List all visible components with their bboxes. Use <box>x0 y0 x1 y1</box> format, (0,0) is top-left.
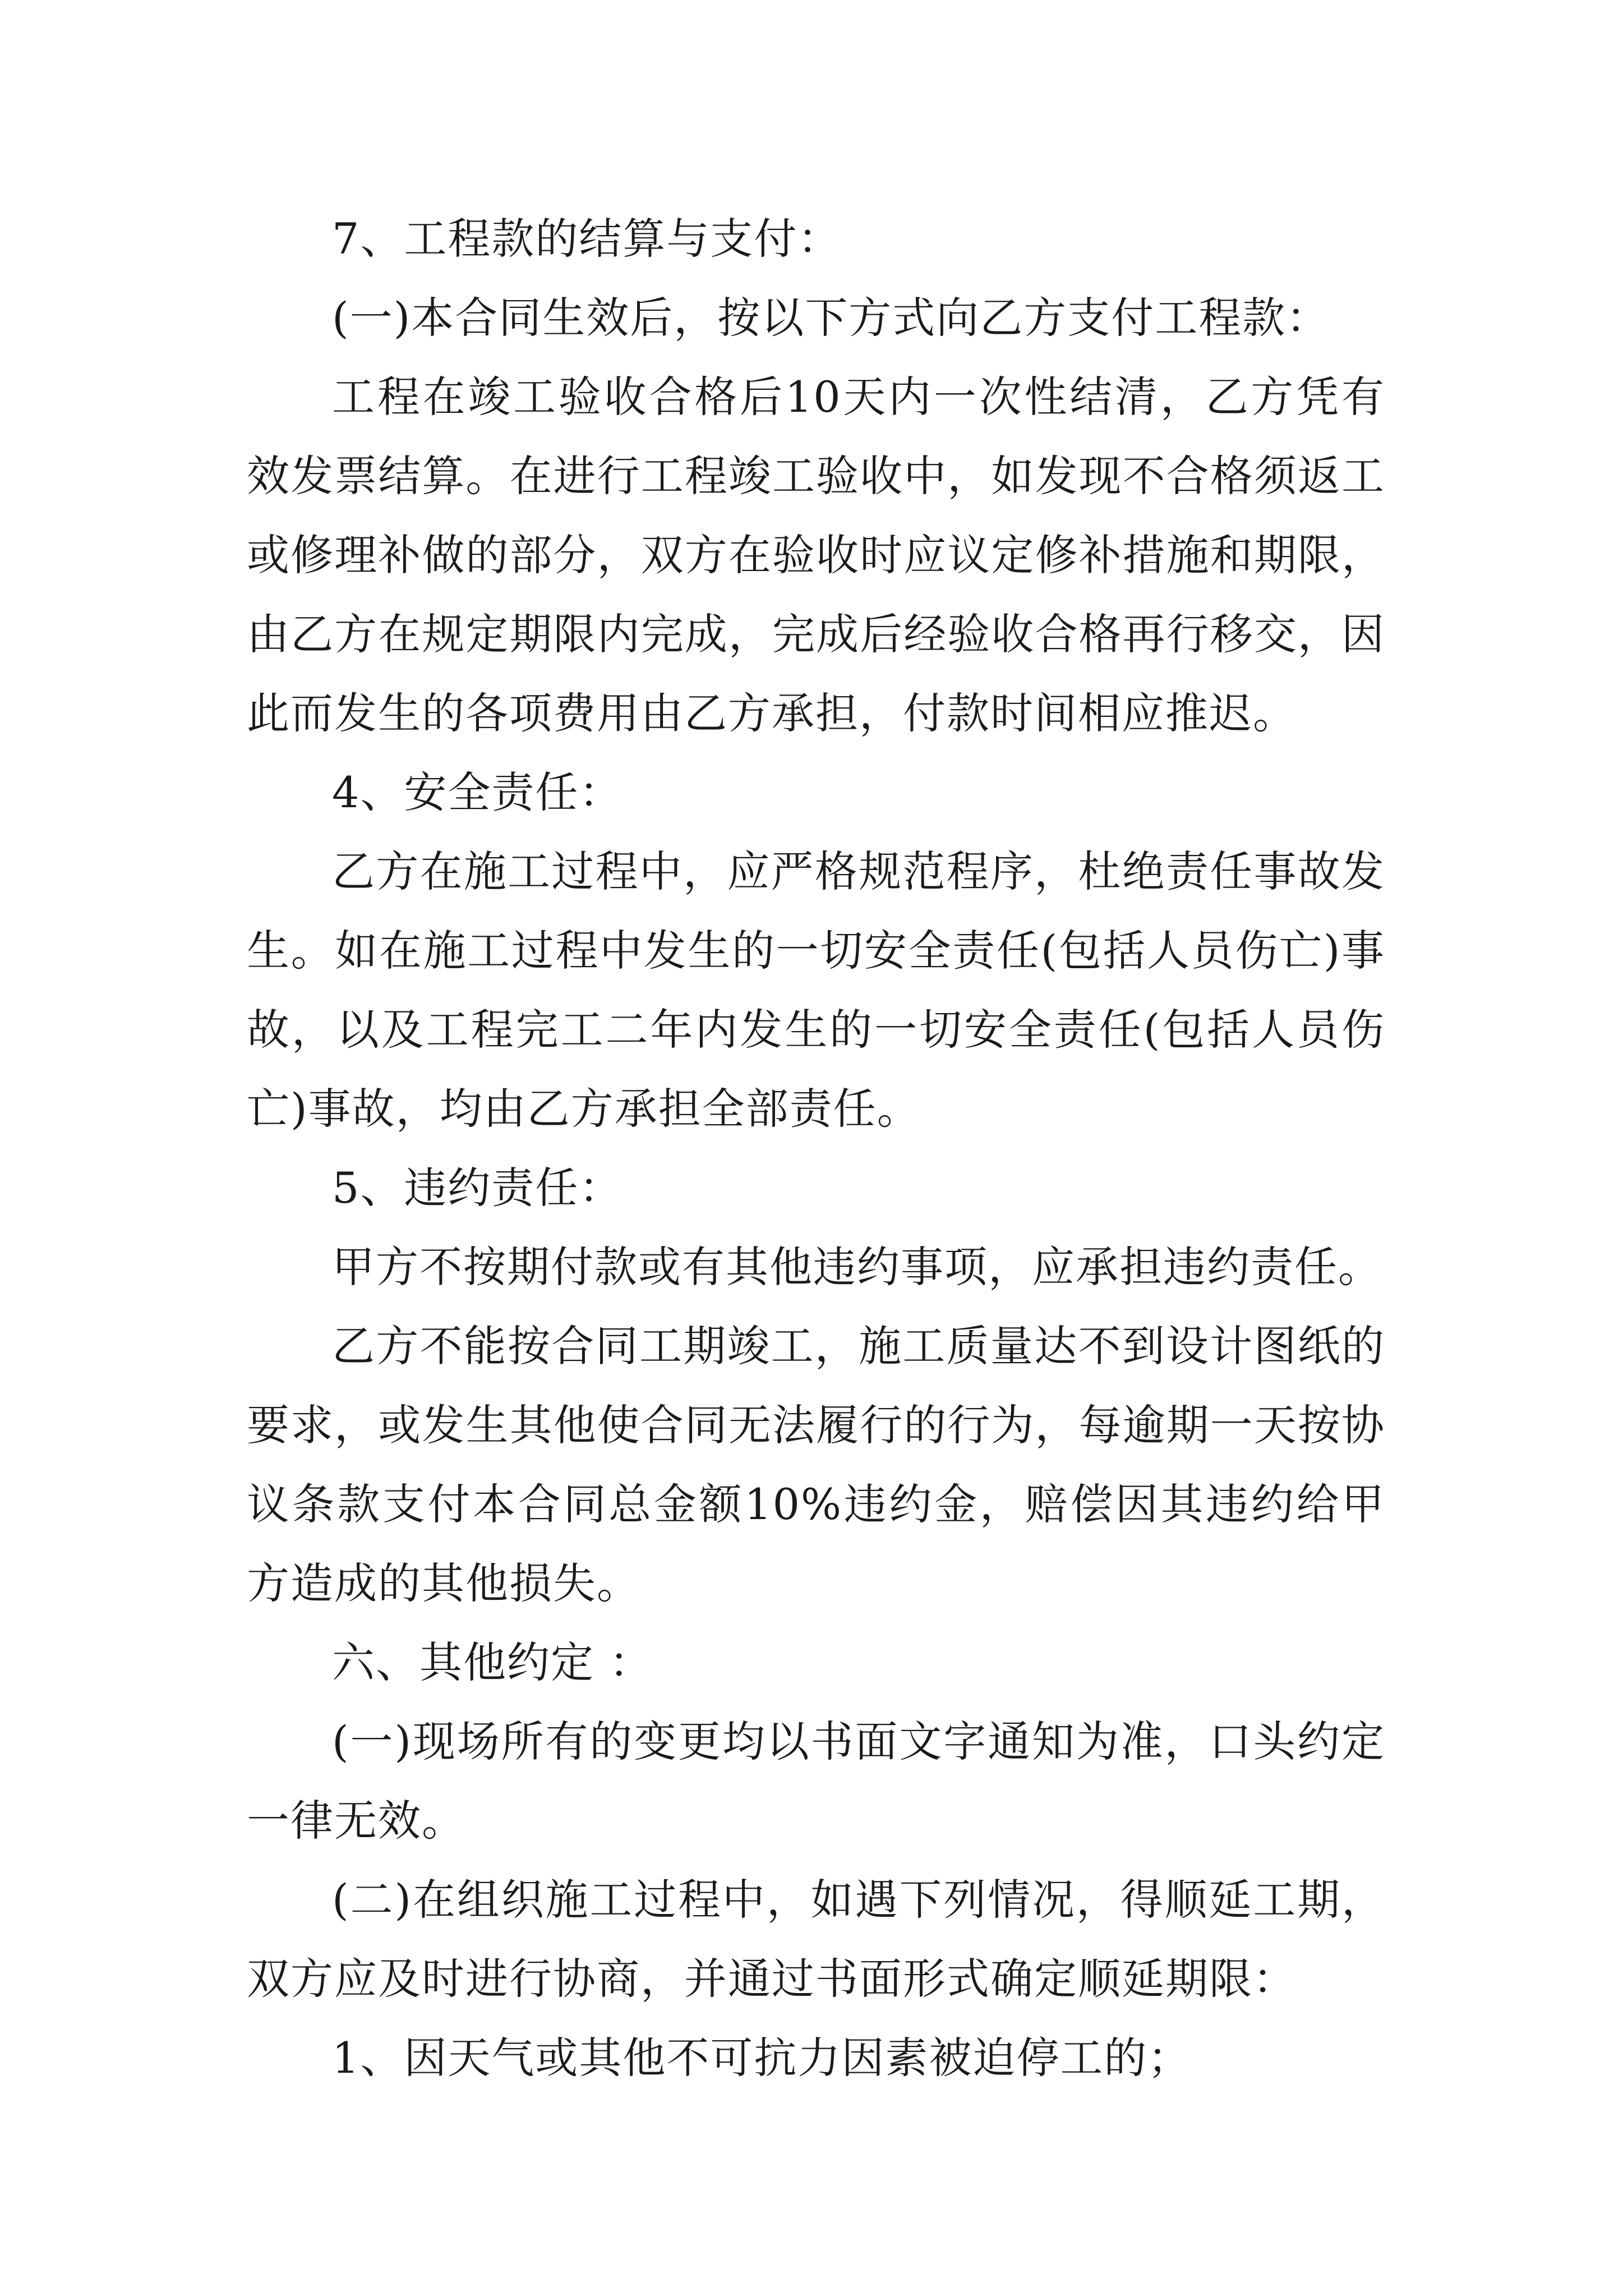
paragraph-extension: (二)在组织施工过程中，如遇下列情况，得顺延工期，双方应及时进行协商，并通过书面形式确定顺延期限： <box>247 1875 1385 2004</box>
paragraph-party-a-breach: 甲方不按期付款或有其他违约事项，应承担违约责任。 <box>332 1242 1382 1292</box>
document-body <box>247 199 1385 2097</box>
paragraph-party-b-breach: 乙方不能按合同工期竣工，施工质量达不到设计图纸的要求，或发生其他使合同无法履行的行为，每逾期一天按协议条款支付本合同总金额10%违约金，赔偿因其违约给甲方造成的其他损失。 <box>247 1321 1385 1608</box>
paragraph-acceptance-settlement: 工程在竣工验收合格后10天内一次性结清，乙方凭有效发票结算。在进行工程竣工验收中，如发现不合格须返工或修理补做的部分，双方在验收时应议定修补措施和期限，由乙方在规定期限内完成，完成后经验收合格再行移交，因此而发生的各项费用由乙方承担，付款时间相应推迟。 <box>247 372 1385 738</box>
paragraph-force-majeure: 1、因天气或其他不可抗力因素被迫停工的； <box>332 2033 1192 2083</box>
paragraph-safety-heading: 4、安全责任： <box>332 767 623 817</box>
paragraph-safety-responsibility: 乙方在施工过程中，应严格规范程序，杜绝责任事故发生。如在施工过程中发生的一切安全责任(包括人员伤亡)事故，以及工程完工二年内发生的一切安全责任(包括人员伤亡)事故，均由乙方承担全部责任。 <box>247 846 1385 1134</box>
paragraph-written-changes: (一)现场所有的变更均以书面文字通知为准，口头约定一律无效。 <box>247 1717 1385 1846</box>
paragraph-breach-heading: 5、违约责任： <box>332 1163 623 1213</box>
paragraph-other-heading: 六、其他约定 ： <box>332 1637 653 1687</box>
paragraph-settlement-heading: 7、工程款的结算与支付： <box>332 214 842 264</box>
paragraph-payment-method: (一)本合同生效后，按以下方式向乙方支付工程款： <box>332 293 1330 343</box>
